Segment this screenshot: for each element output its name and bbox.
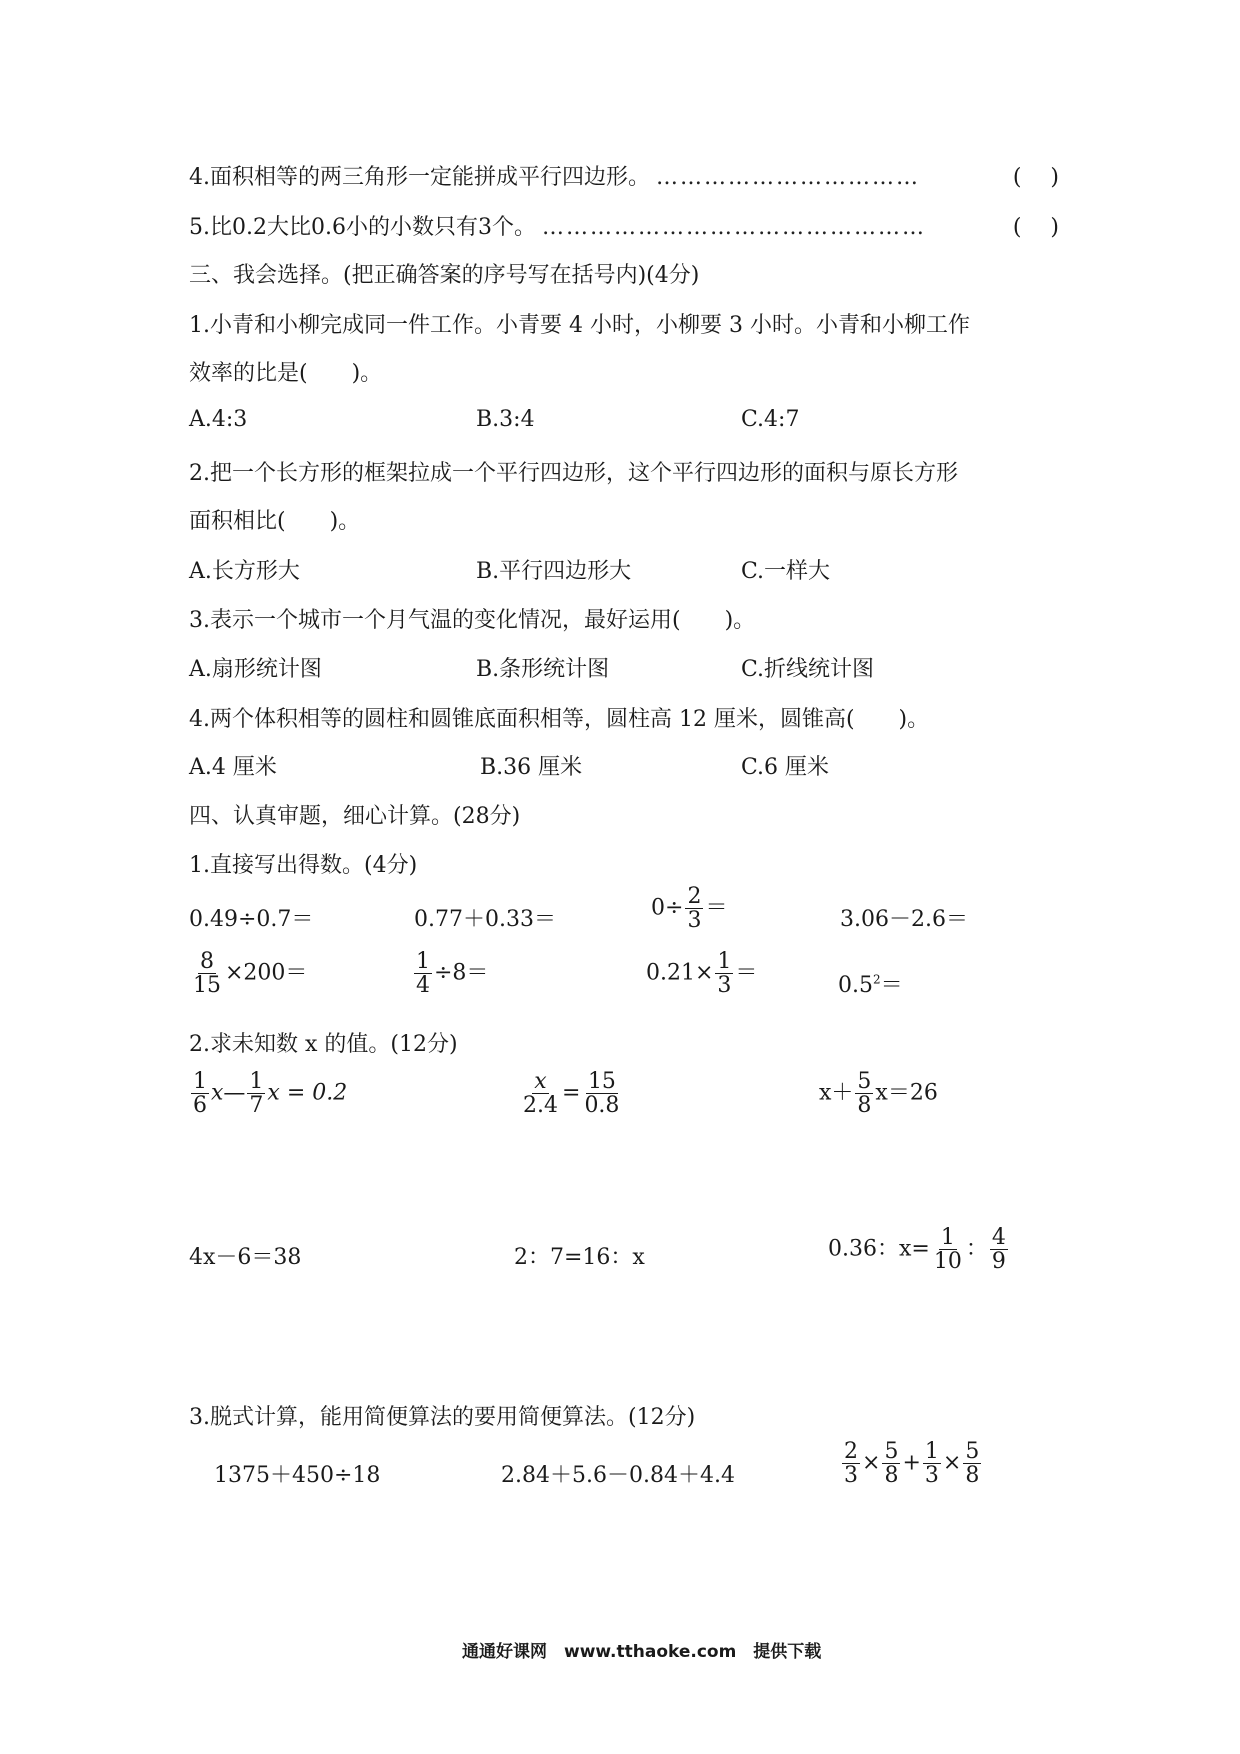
judge-text: 5.比0.2大比0.6小的小数只有3个。 (189, 215, 536, 240)
oral-calc-2: 0.77＋0.33＝ (414, 907, 556, 932)
choice-q1-line2: 效率的比是( )。 (189, 361, 383, 386)
choice-q3-option-a: A.扇形统计图 (189, 657, 322, 682)
fraction: $\frac{2}{3}$ (687, 884, 702, 934)
choice-q4-option-b: B.36 厘米 (480, 755, 583, 780)
choice-q1-option-c: C.4:7 (741, 407, 800, 432)
fraction: $\frac{1}{4}$ (416, 949, 430, 999)
part-3-title: 3.脱式计算，能用简便算法的要用简便算法。(12分) (189, 1405, 696, 1430)
oral-calc-8: $0.5^2=$ (838, 972, 903, 998)
oral-calc-7: 0.21× $\frac{1}{3}$ ＝ (646, 949, 758, 999)
calc-2: 2.84＋5.6－0.84＋4.4 (501, 1463, 735, 1488)
calc-1: 1375＋450÷18 (214, 1463, 381, 1488)
choice-q2-line1: 2.把一个长方形的框架拉成一个平行四边形，这个平行四边形的面积与原长方形 (189, 461, 958, 486)
choice-q4-line1: 4.两个体积相等的圆柱和圆锥底面积相等，圆柱高 12 厘米，圆锥高( )。 (189, 707, 930, 732)
section-4-title: 四、认真审题，细心计算。(28分) (189, 804, 521, 829)
section-3-title: 三、我会选择。(把正确答案的序号写在括号内)(4分) (189, 263, 700, 288)
equation-5: 2：7=16：x (514, 1245, 645, 1270)
fraction: $\frac{8}{15}$ (193, 949, 221, 999)
equation-2: $\frac{x}{2.4}$ = $\frac{15}{0.8}$ (523, 1069, 620, 1119)
fraction: $\frac{5}{8}$ (965, 1439, 980, 1489)
calc-3: $\frac{2}{3}$ × $\frac{5}{8}$ + $\frac{1}{3}$ × $\frac{5}{8}$ (844, 1439, 980, 1489)
fraction: $\frac{1}{10}$ (933, 1225, 962, 1275)
oral-calc-3: 0÷ $\frac{2}{3}$ ＝ (651, 884, 728, 934)
equation-3: x＋ $\frac{5}{8}$ x＝26 (819, 1069, 938, 1119)
choice-q3-option-c: C.折线统计图 (741, 657, 875, 682)
choice-q2-option-c: C.一样大 (741, 559, 831, 584)
fraction: $\frac{1}{3}$ (717, 949, 732, 999)
choice-q1-option-a: A.4:3 (189, 407, 248, 432)
fraction: $\frac{1}{3}$ (924, 1439, 939, 1489)
equation-6: 0.36：x= $\frac{1}{10}$ ： $\frac{4}{9}$ (828, 1225, 1006, 1275)
dot-leader: ………………………………………… (541, 215, 926, 240)
equation-4: 4x－6＝38 (189, 1245, 302, 1270)
fraction: $\frac{4}{9}$ (991, 1225, 1006, 1275)
part-1-title: 1.直接写出得数。(4分) (189, 853, 418, 878)
answer-paren: ( ) (1012, 215, 1059, 240)
fraction: $\frac{2}{3}$ (844, 1439, 858, 1489)
oral-calc-5: $\frac{8}{15}$ ×200＝ (193, 949, 308, 999)
fraction: $\frac{x}{2.4}$ (523, 1069, 558, 1119)
judge-text: 4.面积相等的两三角形一定能拼成平行四边形。 (189, 165, 650, 190)
choice-q2-option-b: B.平行四边形大 (476, 559, 632, 584)
judge-item-4 (189, 160, 1059, 191)
part-2-title: 2.求未知数 x 的值。(12分) (189, 1032, 458, 1057)
fraction: $\frac{5}{8}$ (857, 1069, 872, 1119)
fraction: $\frac{5}{8}$ (884, 1439, 899, 1489)
choice-q4-option-c: C.6 厘米 (741, 755, 830, 780)
choice-q2-option-a: A.长方形大 (189, 559, 300, 584)
choice-q4-option-a: A.4 厘米 (189, 755, 277, 780)
choice-q1-option-b: B.3:4 (476, 407, 535, 432)
fraction: $\frac{1}{6}$ (193, 1069, 207, 1119)
answer-paren: ( ) (1012, 165, 1059, 190)
oral-calc-1: 0.49÷0.7＝ (189, 907, 314, 932)
choice-q2-line2: 面积相比( )。 (189, 509, 361, 534)
judge-item-5 (189, 210, 1059, 241)
choice-q1-line1: 1.小青和小柳完成同一件工作。小青要 4 小时，小柳要 3 小时。小青和小柳工作 (189, 313, 970, 338)
equation-1: $\frac{1}{6}$ x— $\frac{1}{7}$ x = 0.2 (193, 1069, 348, 1119)
oral-calc-4: 3.06－2.6＝ (840, 907, 968, 932)
choice-q3-line1: 3.表示一个城市一个月气温的变化情况，最好运用( )。 (189, 608, 756, 633)
fraction: $\frac{15}{0.8}$ (584, 1069, 620, 1119)
choice-q3-option-b: B.条形统计图 (476, 657, 610, 682)
page-footer: 通通好课网 www.tthaoke.com 提供下载 (462, 1642, 822, 1662)
fraction: $\frac{1}{7}$ (249, 1069, 264, 1119)
dot-leader: …………………………… (656, 165, 920, 190)
oral-calc-6: $\frac{1}{4}$ ÷8＝ (416, 949, 489, 999)
